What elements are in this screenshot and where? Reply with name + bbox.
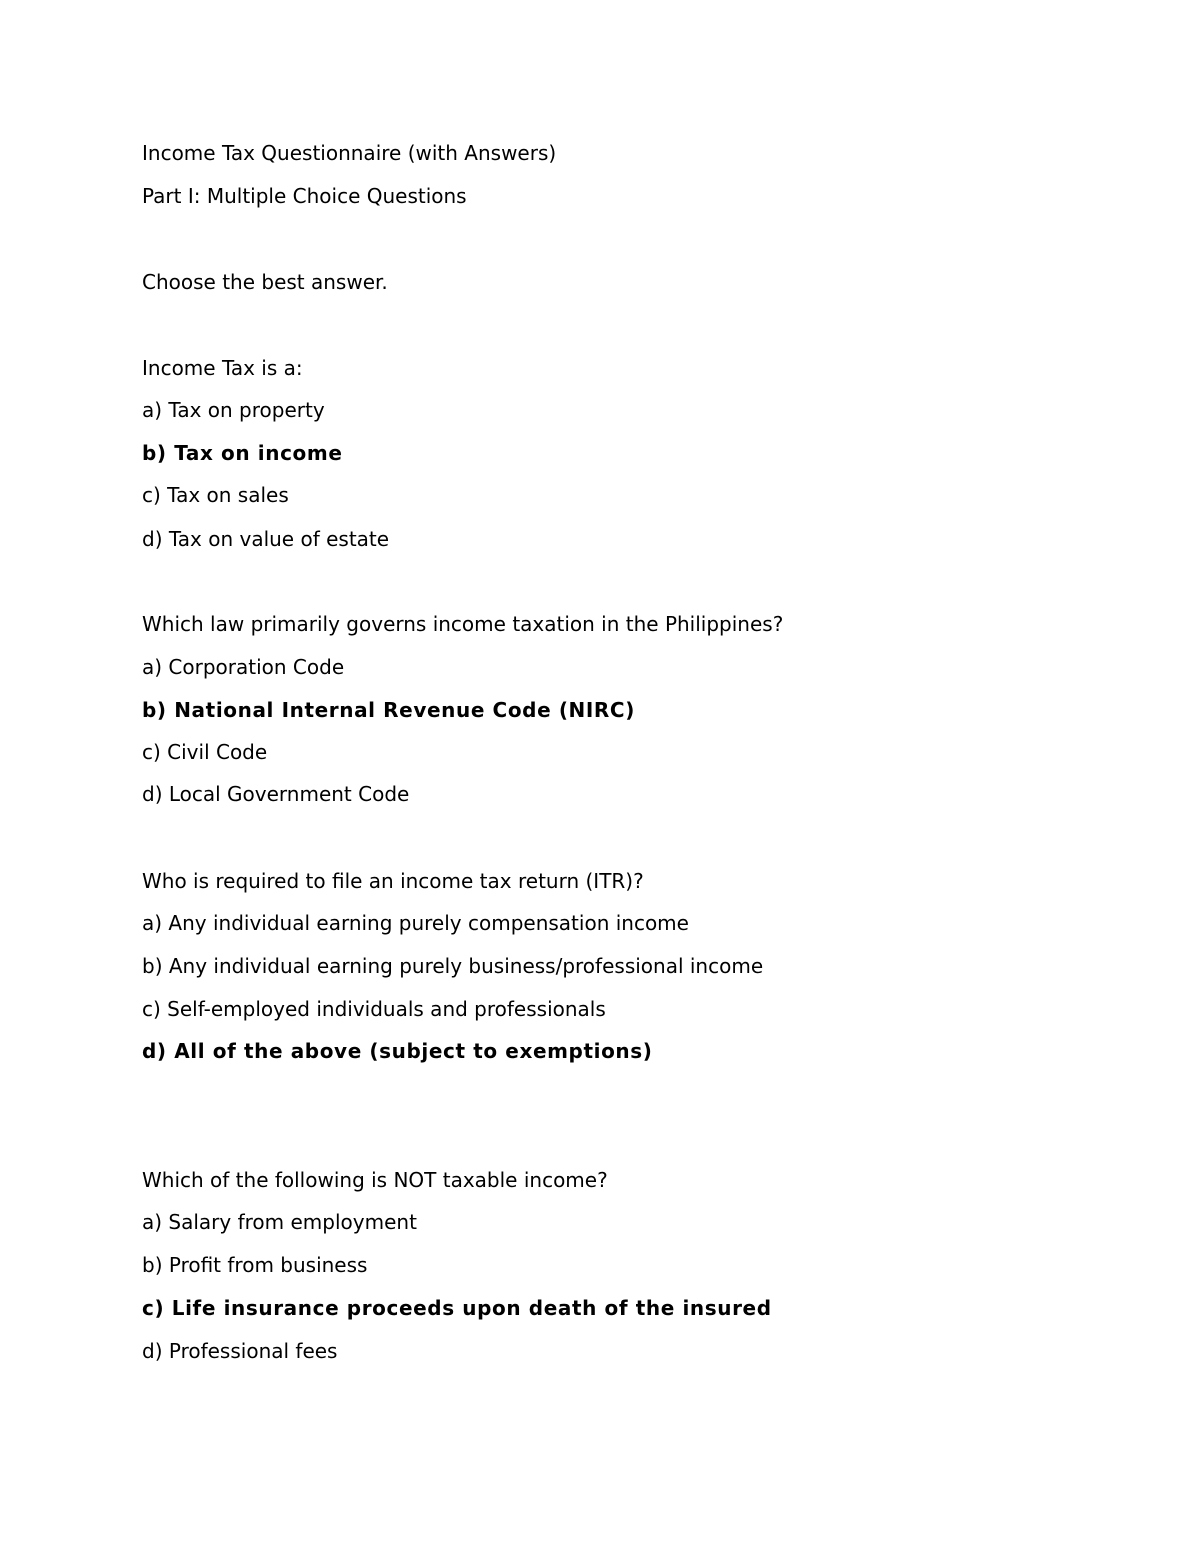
choice-item-correct-answer: b) National Internal Revenue Code (NIRC) <box>142 698 635 722</box>
part-heading: Part I: Multiple Choice Questions <box>142 184 467 208</box>
choice-item: a) Salary from employment <box>142 1210 417 1234</box>
choice-item-correct-answer: b) Tax on income <box>142 441 343 465</box>
choice-item-correct-answer: d) All of the above (subject to exemptions) <box>142 1039 653 1063</box>
choice-item: d) Local Government Code <box>142 782 410 806</box>
choice-item: a) Any individual earning purely compensation income <box>142 911 689 935</box>
question-prompt: Income Tax is a: <box>142 356 303 380</box>
choice-item: d) Tax on value of estate <box>142 527 390 551</box>
choice-item: a) Tax on property <box>142 398 325 422</box>
question-prompt: Which of the following is NOT taxable income? <box>142 1168 608 1192</box>
choice-item: d) Professional fees <box>142 1339 338 1363</box>
instruction-text: Choose the best answer. <box>142 270 388 294</box>
choice-item: b) Profit from business <box>142 1253 368 1277</box>
choice-item: c) Self-employed individuals and professionals <box>142 997 606 1021</box>
choice-item: c) Tax on sales <box>142 483 289 507</box>
choice-item-correct-answer: c) Life insurance proceeds upon death of the insured <box>142 1296 772 1320</box>
question-prompt: Which law primarily governs income taxation in the Philippines? <box>142 612 784 636</box>
choice-item: a) Corporation Code <box>142 655 345 679</box>
document-title: Income Tax Questionnaire (with Answers) <box>142 141 557 165</box>
question-prompt: Who is required to file an income tax return (ITR)? <box>142 869 644 893</box>
choice-item: c) Civil Code <box>142 740 268 764</box>
choice-item: b) Any individual earning purely business/professional income <box>142 954 764 978</box>
